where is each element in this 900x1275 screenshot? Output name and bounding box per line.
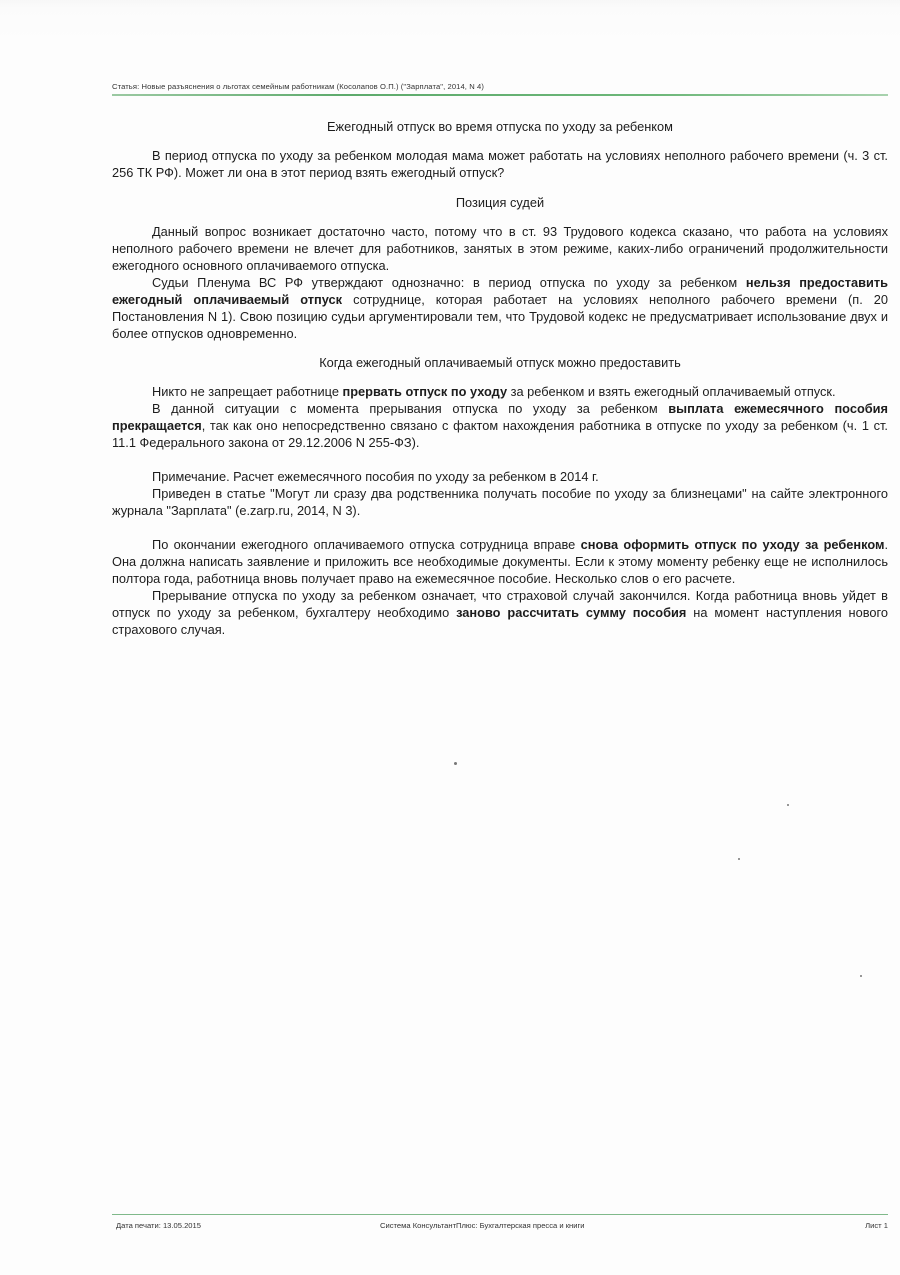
paragraph xyxy=(112,400,888,451)
note-paragraph: Приведен в статье "Могут ли сразу два родственника получать пособие по уходу за близнецами" на сайте электронного журнала "Зарплата" (e.zarp.ru, 2014, N 3). xyxy=(112,486,888,518)
scan-speck xyxy=(454,762,457,765)
text-run: В данной ситуации с момента прерывания отпуска по уходу за ребенком xyxy=(152,401,669,416)
sheet-number: Лист 1 xyxy=(865,1221,888,1230)
text-run: сотруднице, которая работает на условиях неполного рабочего времени (п. 20 Постановления N 1). Свою позицию судьи аргументировали тем, что Трудовой кодекс не предусматривает использование двух и более отпусков одновременно. xyxy=(112,292,888,341)
emphasis-text: снова оформить отпуск по уходу за ребенком xyxy=(580,537,885,552)
text-run: Судьи Пленума ВС РФ утверждают однозначно: в период отпуска по уходу за ребенком xyxy=(152,275,746,290)
text-run: . Она должна написать заявление и приложить все необходимые документы. Если к этому моменту ребенку еще не исполнилось полтора года, работница вновь получает право на ежемесячное пособие. Несколько слов о его расчете. xyxy=(112,537,888,586)
emphasis-text: выплата ежемесячного пособия прекращается xyxy=(112,401,888,433)
section-heading-when-allowed: Когда ежегодный оплачиваемый отпуск можно предоставить xyxy=(319,355,681,370)
note-title: Примечание. Расчет ежемесячного пособия по уходу за ребенком в 2014 г. xyxy=(152,469,599,484)
paragraph xyxy=(112,383,888,400)
text-run: По окончании ежегодного оплачиваемого отпуска сотрудница вправе xyxy=(152,537,581,552)
article-title: Ежегодный отпуск во время отпуска по уходу за ребенком xyxy=(327,119,673,134)
footer-divider xyxy=(112,1214,888,1215)
emphasis-text: нельзя предоставить ежегодный оплачиваемый отпуск xyxy=(112,275,889,307)
system-name: Система КонсультантПлюс: Бухгалтерская пресса и книги xyxy=(380,1221,585,1230)
header-divider xyxy=(112,94,888,96)
paragraph: Данный вопрос возникает достаточно часто, потому что в ст. 93 Трудового кодекса сказано, что работа на условиях неполного рабочего времени не влечет для работников, занятых в этом режиме, каких-либо ограничений продолжительности ежегодного основного оплачиваемого отпуска. xyxy=(112,224,888,273)
intro-paragraph: В период отпуска по уходу за ребенком молодая мама может работать на условиях неполного рабочего времени (ч. 3 ст. 256 ТК РФ). Может ли она в этот период взять ежегодный отпуск? xyxy=(112,148,888,180)
emphasis-text: заново рассчитать сумму пособия xyxy=(456,605,687,620)
spacer xyxy=(112,451,888,468)
scan-speck xyxy=(860,975,862,977)
text-run: Никто не запрещает работнице xyxy=(152,384,343,399)
scan-speck xyxy=(787,804,789,806)
paragraph xyxy=(112,536,888,587)
article-body xyxy=(112,118,888,638)
text-run: Прерывание отпуска по уходу за ребенком означает, что страховой случай закончился. Когда работница вновь уйдет в отпуск по уходу за ребенком, бухгалтеру необходимо xyxy=(112,588,888,620)
paragraph xyxy=(112,587,888,638)
page-header: Статья: Новые разъяснения о льготах семейным работникам (Косолапов О.П.) ("Зарплата", 2014, N 4) xyxy=(112,82,484,91)
section-heading-court-position: Позиция судей xyxy=(455,195,545,210)
scan-speck xyxy=(738,858,740,860)
spacer xyxy=(112,519,888,536)
emphasis-text: прервать отпуск по уходу xyxy=(342,384,508,399)
text-run: , так как оно непосредственно связано с фактом нахождения работника в отпуске по уходу за ребенком (ч. 1 ст. 11.1 Федерального закона от 29.12.2006 N 255-ФЗ). xyxy=(112,418,888,450)
text-run: за ребенком и взять ежегодный оплачиваемый отпуск. xyxy=(507,384,836,399)
paragraph xyxy=(112,274,888,342)
text-run: на момент наступления нового страхового случая. xyxy=(112,605,888,637)
print-date: Дата печати: 13.05.2015 xyxy=(116,1221,201,1230)
